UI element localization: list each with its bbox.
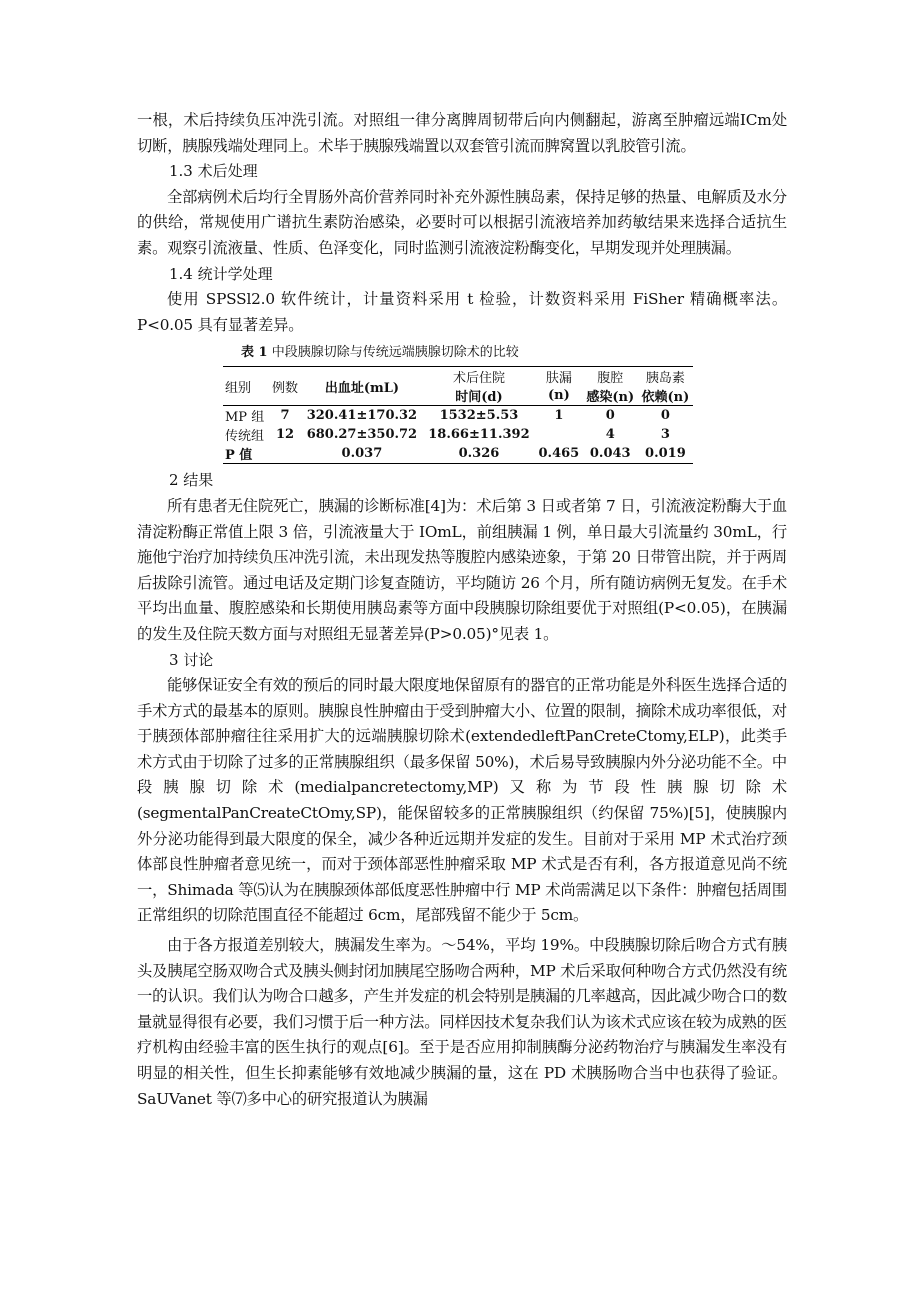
cell-infect: 4 [605,427,615,443]
cell-cases: 12 [275,427,295,443]
paragraph-statistics: 使用 SPSSl2.0 软件统计，计量资料采用 t 检验，计数资料采用 FiSher 精确概率法。P<0.05 具有显著差异。 [137,290,787,334]
cell-stay: 1532±5.53 [439,408,519,424]
section-heading-2: 2 结果 [169,471,214,490]
cell-cases: 7 [280,408,290,424]
cell-blood: 320.41±170.32 [306,408,418,424]
section-heading-1-3: 1.3 术后处理 [169,162,258,181]
cell-group: 传统组 [225,429,265,445]
cell-leak: 0.465 [538,446,580,462]
header-infect-1: 腹腔 [597,371,624,387]
cell-stay: 0.326 [458,446,500,462]
table-row [223,444,693,464]
paragraph-discussion-2: 由于各方报道差别较大，胰漏发生率为。～54%，平均 19%。中段胰腺切除后吻合方式有胰头及胰尾空肠双吻合式及胰头侧封闭加胰尾空肠吻合两种，MP 术后采取何种吻合方式仍然没有统一的认识。我们认为吻合口越多，产生并发症的机会特别是胰漏的几率越高，因此减少吻合口的数量就显得很有必要，我们习惯于后一种方法。同样因技术复杂我们认为该术式应该在较为成熟的医疗机构由经验丰富的医生执行的观点[6]。至于是否应用抑制胰酶分泌药物治疗与胰漏发生率没有明显的相关性，但生长抑素能够有效地减少胰漏的量，这在 PD 术胰肠吻合当中也获得了验证。SaUVanet 等⑺多中心的研究报道认为胰漏 [137,936,787,1108]
header-leak-2: (n) [547,388,570,404]
cell-group: P 值 [225,448,253,464]
paragraph-postop: 全部病例术后均行全胃肠外高价营养同时补充外源性胰岛素，保持足够的热量、电解质及水分的供给，常规使用广谱抗生素防治感染，必要时可以根据引流液培养加药敏结果来选择合适抗生素。观察引流液量、性质、色泽变化，同时监测引流液淀粉酶变化，早期发现并处理胰漏。 [137,187,787,257]
header-leak-1: 肤漏 [545,371,572,387]
cell-infect: 0.043 [589,446,631,462]
cell-insulin: 3 [660,427,670,443]
section-heading-3: 3 讨论 [169,650,214,669]
cell-insulin: 0 [660,408,670,424]
cell-leak: 1 [554,408,564,424]
header-insulin-1: 胰岛素 [645,371,685,387]
cell-insulin: 0.019 [645,446,686,462]
header-blood: 出血址(mL) [324,380,400,396]
paragraph-continuation: 一根，术后持续负压冲洗引流。对照组一律分离脾周韧带后向内侧翻起，游离至肿瘤远端ICm处切断，胰腺残端处理同上。术毕于胰腺残端置以双套管引流而脾窝置以乳胶管引流。 [137,111,787,155]
cell-infect: 0 [605,408,615,424]
header-infect-2: 感染(n) [586,390,635,406]
document-page [137,108,787,1112]
cell-leak [535,425,583,444]
comparison-table [223,366,693,464]
cell-blood: 680.27±350.72 [306,427,418,443]
paragraph-discussion-1: 能够保证安全有效的预后的同时最大限度地保留原有的器官的正常功能是外科医生选择合适的手术方式的最基本的原则。胰腺良性肿瘤由于受到肿瘤大小、位置的限制，摘除术成功率很低，对于胰颈体部肿瘤往往采用扩大的远端胰腺切除术(extendedleftPanCreteCtomy,ELP)，此类手术方式由于切除了过多的正常胰腺组织（最多保留 50%)，术后易导致胰腺内外分泌功能不全。中段胰腺切除术(medialpancretectomy,MP)又称为节段性胰腺切除术(segmentalPanCreateCtOmy,SP)，能保留较多的正常胰腺组织（约保留 75%)[5]，使胰腺内外分泌功能得到最大限度的保全，减少各种近远期并发症的发生。目前对于采用 MP 术式治疗颈体部良性肿瘤者意见统一，而对于颈体部恶性肿瘤采取 MP 术式是否有利，各方报道意见尚不统一，Shimada 等⑸认为在胰腺颈体部低度恶性肿瘤中行 MP 术尚需满足以下条件：肿瘤包括周围正常组织的切除范围直径不能超过 6cm，尾部残留不能少于 5cm。 [137,676,787,925]
header-stay-1: 术后住院 [452,371,505,387]
table-caption-label: 表 1 [241,345,268,361]
table-row [223,425,693,444]
table-row [223,406,693,426]
cell-blood: 0.037 [341,446,383,462]
cell-cases [269,444,301,464]
section-heading-1-4: 1.4 统计学处理 [169,264,273,283]
table-header-row [223,367,693,387]
header-group: 组别 [225,380,252,396]
header-cases: 例数 [271,380,298,396]
table-caption [241,342,787,364]
table-caption-text: 中段胰腺切除与传统远端胰腺切除术的比较 [267,345,519,361]
cell-stay: 18.66±11.392 [428,427,530,443]
cell-group: MP 组 [225,410,265,426]
paragraph-results: 所有患者无住院死亡，胰漏的诊断标准[4]为：术后第 3 日或者第 7 日，引流液淀粉酶大于血清淀粉酶正常值上限 3 倍，引流液量大于 IOmL，前组胰漏 1 例，单日最大引流量约 30mL，行施他宁治疗加持续负压冲洗引流，未出现发热等腹腔内感染迹象，于第 20 日带管出院，并于两周后拔除引流管。通过电话及定期门诊复查随访，平均随访 26 个月，所有随访病例无复发。在手术平均出血量、腹腔感染和长期使用胰岛素等方面中段胰腺切除组要优于对照组(P<0.05)，在胰漏的发生及住院天数方面与对照组无显著差异(P>0.05)°见表 1。 [137,496,787,643]
header-stay-2: 时间(d) [455,390,503,406]
header-insulin-2: 依赖(n) [641,390,690,406]
